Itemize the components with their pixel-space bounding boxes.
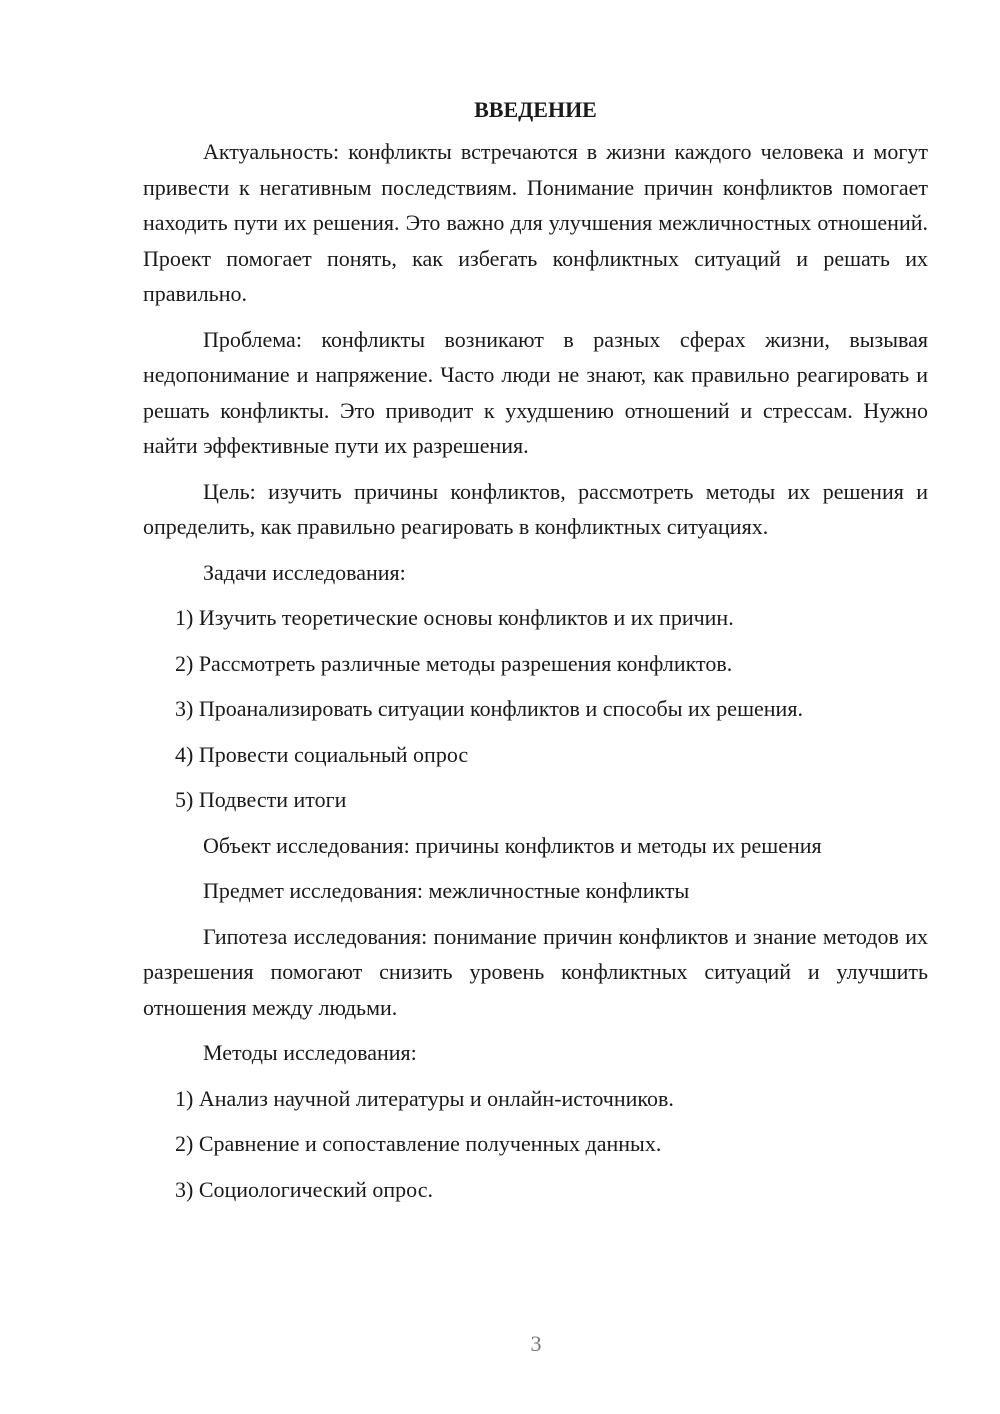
research-subject: Предмет исследования: межличностные конфликты [203, 878, 690, 903]
research-object: Объект исследования: причины конфликтов и методы их решения [203, 832, 822, 858]
task-item-2: 2) Рассмотреть различные методы разрешения конфликтов. [175, 650, 733, 676]
relevance-paragraph: Актуальность: конфликты встречаются в жизни каждого человека и могут привести к негативным последствиям. Понимание причин конфликтов помогает находить пути их решения. Это важно для улучшения межличностных отношений. Проект помогает понять, как избегать конфликтных ситуаций и решать их правильно. [143, 139, 928, 306]
method-item-2: 2) Сравнение и сопоставление полученных данных. [175, 1131, 662, 1156]
task-item-3: 3) Проанализировать ситуации конфликтов и способы их решения. [175, 696, 803, 721]
page-number: 3 [530, 1331, 542, 1356]
methods-heading: Методы исследования: [203, 1040, 417, 1065]
method-item-1: 1) Анализ научной литературы и онлайн-источников. [175, 1085, 674, 1111]
task-item-5: 5) Подвести итоги [175, 787, 347, 812]
task-item-1: 1) Изучить теоретические основы конфликтов и их причин. [175, 605, 734, 630]
problem-paragraph: Проблема: конфликты возникают в разных сферах жизни, вызывая недопонимание и напряжение. Часто люди не знают, как правильно реагировать и решать конфликты. Это приводит к ухудшению отношений и стрессам. Нужно найти эффективные пути их разрешения. [143, 326, 928, 458]
task-item-4: 4) Провести социальный опрос [175, 741, 469, 767]
goal-paragraph: Цель: изучить причины конфликтов, рассмотреть методы их решения и определить, как правильно реагировать в конфликтных ситуациях. [143, 478, 928, 539]
document-page [143, 92, 928, 1217]
page-title: ВВЕДЕНИЕ [474, 97, 597, 122]
tasks-heading: Задачи исследования: [203, 559, 406, 585]
hypothesis-paragraph: Гипотеза исследования: понимание причин конфликтов и знание методов их разрешения помогают снизить уровень конфликтных ситуаций и улучшить отношения между людьми. [143, 923, 928, 1020]
method-item-3: 3) Социологический опрос. [175, 1176, 433, 1202]
